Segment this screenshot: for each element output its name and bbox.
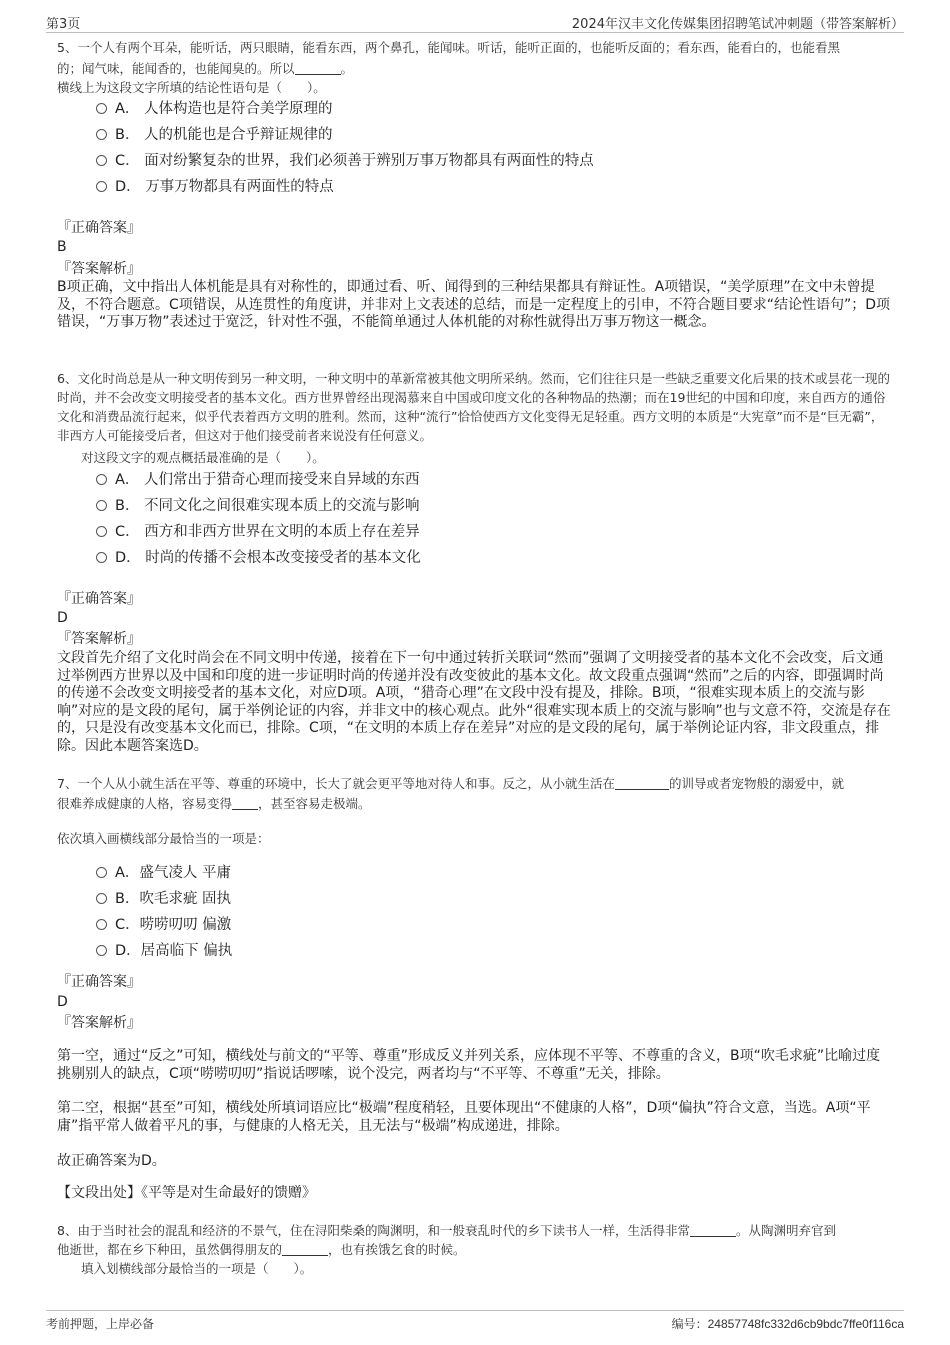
fill-blank bbox=[282, 1242, 328, 1256]
q7-analysis-p2: 第二空，根据“甚至”可知，横线处所填词语应比“极端”程度稍轻，且要体现出“不健康的人格”，D项“偏执”符合文意，当选。A项“平庸”指平常人做着平凡的事，与健康的人格无关，且无法与“极端”构成递进，排除。 bbox=[57, 1100, 871, 1134]
q7-option-b[interactable]: B．吹毛求疵 固执 bbox=[96, 886, 232, 912]
page-header bbox=[46, 10, 904, 33]
q5-analysis-label: 『答案解析』 bbox=[57, 261, 141, 277]
q5-option-b[interactable]: B． 人的机能也是合乎辩证规律的 bbox=[96, 122, 594, 148]
fill-blank bbox=[615, 776, 669, 790]
q7-source: 【文段出处】《平等是对生命最好的馈赠》 bbox=[57, 1185, 316, 1201]
footer-slogan: 考前押题，上岸必备 bbox=[46, 1317, 155, 1331]
radio-icon[interactable] bbox=[96, 474, 107, 485]
fill-blank bbox=[232, 796, 258, 810]
q6-prompt: 对这段文字的观点概括最准确的是（ ）。 bbox=[81, 450, 325, 465]
q7-answer: D bbox=[57, 994, 68, 1010]
q5-answer: B bbox=[57, 239, 67, 255]
document-code: 编号：24857748fc332d6cb9bdc7ffe0f116ca bbox=[671, 1317, 904, 1331]
q5-prompt: 横线上为这段文字所填的结论性语句是（ ）。 bbox=[57, 80, 326, 95]
q6-analysis-label: 『答案解析』 bbox=[57, 631, 141, 647]
fill-blank bbox=[295, 61, 341, 75]
radio-icon[interactable] bbox=[96, 867, 107, 878]
radio-icon[interactable] bbox=[96, 103, 107, 114]
fill-blank bbox=[690, 1223, 736, 1237]
q5-text-line2: 的；闻气味，能闻香的，也能闻臭的。所以 。 bbox=[57, 61, 354, 76]
radio-icon[interactable] bbox=[96, 945, 107, 956]
radio-icon[interactable] bbox=[96, 155, 107, 166]
q8-text-line2: 他逝世，都在乡下种田，虽然偶得朋友的 ，也有挨饿乞食的时候。 bbox=[57, 1242, 466, 1257]
radio-icon[interactable] bbox=[96, 500, 107, 511]
document-title: 2024年汉丰文化传媒集团招聘笔试冲刺题（带答案解析） bbox=[571, 17, 904, 32]
q7-analysis-p1: 第一空，通过“反之”可知，横线处与前文的“平等、尊重”形成反义并列关系，应体现不平等、不尊重的含义，B项“吹毛求疵”比喻过度挑剔别人的缺点，C项“唠唠叨叨”指说话啰嗦，说个没完，两者均与“不平等、不尊重”无关，排除。 bbox=[57, 1048, 881, 1082]
q5-options bbox=[96, 96, 594, 200]
radio-icon[interactable] bbox=[96, 893, 107, 904]
q6-answer: D bbox=[57, 610, 68, 626]
q5-option-c[interactable]: C． 面对纷繁复杂的世界，我们必须善于辨别万事万物都具有两面性的特点 bbox=[96, 148, 594, 174]
q6-text: 6、文化时尚总是从一种文明传到另一种文明，一种文明中的革新常被其他文明所采纳。然而，它们往往只是一些缺乏重要文化后果的技术或昙花一现的时尚，并不会改变文明接受者的基本文化。西方世界曾经出现渴慕来自中国或印度文化的各种物品的热潮；而在19世纪的中国和印度，来自西方的通俗文化和消费品流行起来，似乎代表着西方文明的胜利。然而，这种“流行”恰恰使西方文化变得无足轻重。西方文明的本质是“大宪章”而不是“巨无霸”，非西方人可能接受后者，但这对于他们接受前者来说没有任何意义。 bbox=[57, 371, 890, 443]
q6-analysis: 文段首先介绍了文化时尚会在不同文明中传递，接着在下一句中通过转折关联词“然而”强调了文明接受者的基本文化不会改变，后文通过举例西方世界以及中国和印度的进一步证明时尚的传递并没有改变彼此的基本文化。故文段重点强调“然而”之后的内容，即强调时尚的传递不会改变文明接受者的基本文化，对应D项。A项，“猎奇心理”在文段中没有提及，排除。B项，“很难实现本质上的交流与影响”对应的是文段的尾句，属于举例论证的内容，并非文中的核心观点。此外“很难实现本质上的交流与影响”也与文意不符，交流是存在的，只是没有改变基本文化而已，排除。C项，“在文明的本质上存在差异”对应的是文段的尾句，属于举例论证内容，非文段重点，排除。因此本题答案选D。 bbox=[57, 650, 891, 754]
q7-answer-label: 『正确答案』 bbox=[57, 974, 141, 990]
page-number: 第3页 bbox=[46, 17, 81, 32]
radio-icon[interactable] bbox=[96, 919, 107, 930]
q7-option-d[interactable]: D．居高临下 偏执 bbox=[96, 938, 232, 964]
radio-icon[interactable] bbox=[96, 181, 107, 192]
q6-options bbox=[96, 467, 421, 571]
radio-icon[interactable] bbox=[96, 129, 107, 140]
q7-text-line2: 很难养成健康的人格，容易变得 ，甚至容易走极端。 bbox=[57, 796, 371, 811]
q6-option-d[interactable]: D． 时尚的传播不会根本改变接受者的基本文化 bbox=[96, 545, 421, 571]
page-footer bbox=[46, 1310, 904, 1335]
q5-text-line1: 5、一个人有两个耳朵，能听话，两只眼睛，能看东西，两个鼻孔，能闻味。听话，能听正面的，也能听反面的；看东西，能看白的，也能看黑 bbox=[57, 40, 840, 55]
radio-icon[interactable] bbox=[96, 552, 107, 563]
q5-option-a[interactable]: A． 人体构造也是符合美学原理的 bbox=[96, 96, 594, 122]
q7-option-a[interactable]: A．盛气凌人 平庸 bbox=[96, 860, 232, 886]
q6-option-c[interactable]: C． 西方和非西方世界在文明的本质上存在差异 bbox=[96, 519, 421, 545]
q8-prompt: 填入划横线部分最恰当的一项是（ ）。 bbox=[81, 1261, 313, 1276]
q6-option-b[interactable]: B． 不同文化之间很难实现本质上的交流与影响 bbox=[96, 493, 421, 519]
q7-analysis-label: 『答案解析』 bbox=[57, 1015, 141, 1031]
q5-answer-label: 『正确答案』 bbox=[57, 220, 141, 236]
q8-text-line1: 8、由于当时社会的混乱和经济的不景气，住在浔阳柴桑的陶渊明，和一般衰乱时代的乡下读书人一样，生活得非常 。从陶渊明弃官到 bbox=[57, 1223, 836, 1238]
q5-option-d[interactable]: D． 万事万物都具有两面性的特点 bbox=[96, 174, 594, 200]
q7-analysis-p3: 故正确答案为D。 bbox=[57, 1153, 166, 1169]
q6-answer-label: 『正确答案』 bbox=[57, 591, 141, 607]
q5-analysis: B项正确，文中指出人体机能是具有对称性的，即通过看、听、闻得到的三种结果都具有辩证性。A项错误，“美学原理”在文中未曾提及，不符合题意。C项错误，从连贯性的角度讲，并非对上文表述的总结，而是一定程度上的引申，不符合题目要求“结论性语句”；D项错误，“万事万物”表述过于宽泛，针对性不强，不能简单通过人体机能的对称性就得出万事万物这一概念。 bbox=[57, 279, 891, 330]
q7-option-c[interactable]: C．唠唠叨叨 偏激 bbox=[96, 912, 232, 938]
q7-text-line1: 7、一个人从小就生活在平等、尊重的环境中，长大了就会更平等地对待人和事。反之，从小就生活在 的训导或者宠物般的溺爱中，就 bbox=[57, 776, 844, 791]
q6-option-a[interactable]: A． 人们常出于猎奇心理而接受来自异域的东西 bbox=[96, 467, 421, 493]
q7-options bbox=[96, 860, 232, 964]
radio-icon[interactable] bbox=[96, 526, 107, 537]
q7-prompt: 依次填入画横线部分最恰当的一项是： bbox=[57, 831, 270, 846]
